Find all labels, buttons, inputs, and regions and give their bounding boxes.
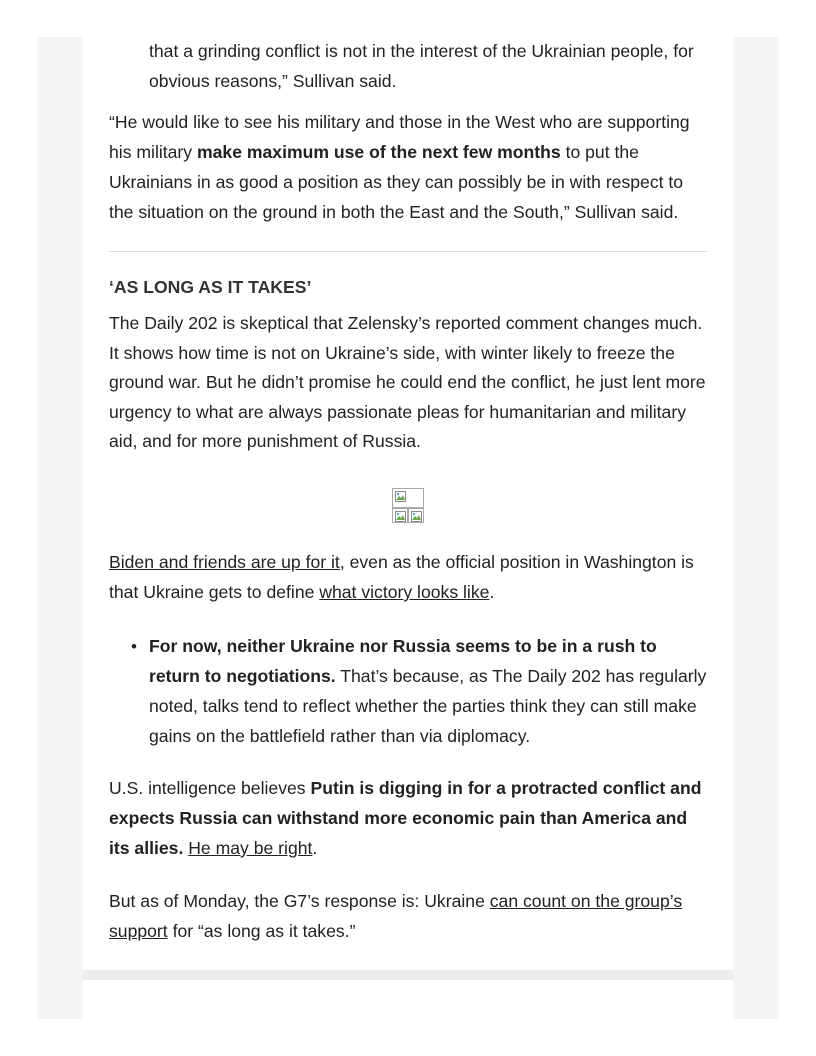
quote-line-2: obvious reasons,” Sullivan said. [149, 71, 397, 91]
quote-line-1: that a grinding conflict is not in the interest of the Ukrainian people, for [149, 41, 694, 61]
link-group-support[interactable]: can count on the group’s support [109, 891, 683, 941]
link-what-victory-looks-like[interactable]: what victory looks like [319, 582, 490, 602]
paragraph-biden-end: . [489, 582, 495, 602]
card-separator [83, 970, 733, 980]
paragraph-intelligence-end: . [312, 838, 318, 858]
image-placeholder-icon [411, 511, 422, 522]
paragraph-military-bold: make maximum use of the next few months [196, 142, 561, 162]
bullet-item-text: That’s because, as The Daily 202 has regularly noted, talks tend to reflect whether the parties think they can still make gains on the battlefield rather than via diplomacy. [149, 666, 707, 746]
section-heading: ‘AS LONG AS IT TAKES’ [109, 277, 312, 297]
bullet-marker: • [131, 637, 137, 656]
paragraph-g7-end: for “as long as it takes.” [167, 921, 356, 941]
broken-image-icon-small-right [408, 508, 424, 523]
link-he-may-be-right[interactable]: He may be right [188, 838, 313, 858]
paragraph-g7-text: But as of Monday, the G7’s response is: Ukraine [109, 891, 490, 911]
link-biden-and-friends[interactable]: Biden and friends are up for it [109, 552, 340, 572]
bullet-item-negotiations [149, 631, 707, 751]
paragraph-biden [109, 547, 707, 607]
image-placeholder-icon [395, 511, 406, 522]
paragraph-g7 [109, 886, 707, 946]
section-divider [109, 251, 707, 252]
paragraph-military [109, 107, 707, 227]
next-content-card [83, 980, 733, 1019]
quote-continuation [149, 36, 711, 96]
paragraph-intelligence-text: U.S. intelligence believes [109, 778, 311, 798]
paragraph-biden-text: , even as the official position in Washington is that Ukraine gets to define [109, 552, 694, 602]
paragraph-military-text-1: “He would like to see his military and those in the West who are supporting his military [109, 112, 690, 162]
paragraph-intelligence-bold: Putin is digging in for a protracted conflict and expects Russia can withstand more economic pain than America and its allies. [109, 778, 702, 858]
image-placeholder-icon [395, 491, 406, 502]
paragraph-military-text-2: to put the Ukrainians in as good a position as they can possibly be in with respect to the situation on the ground in both the East and the South,” Sullivan said. [109, 142, 684, 222]
paragraph-daily-202: The Daily 202 is skeptical that Zelensky’s reported comment changes much. It shows how time is not on Ukraine’s side, with winter likely to freeze the ground war. But he didn’t promise he could end the conflict, he just lent more urgency to what are always passionate pleas for humanitarian and military aid, and for more punishment of Russia. [109, 313, 706, 451]
paragraph-intelligence [109, 773, 707, 863]
broken-image-icon-small-left [392, 508, 408, 523]
bullet-item-bold: For now, neither Ukraine nor Russia seems to be in a rush to return to negotiations. [149, 636, 657, 686]
broken-image-icon [392, 488, 424, 508]
